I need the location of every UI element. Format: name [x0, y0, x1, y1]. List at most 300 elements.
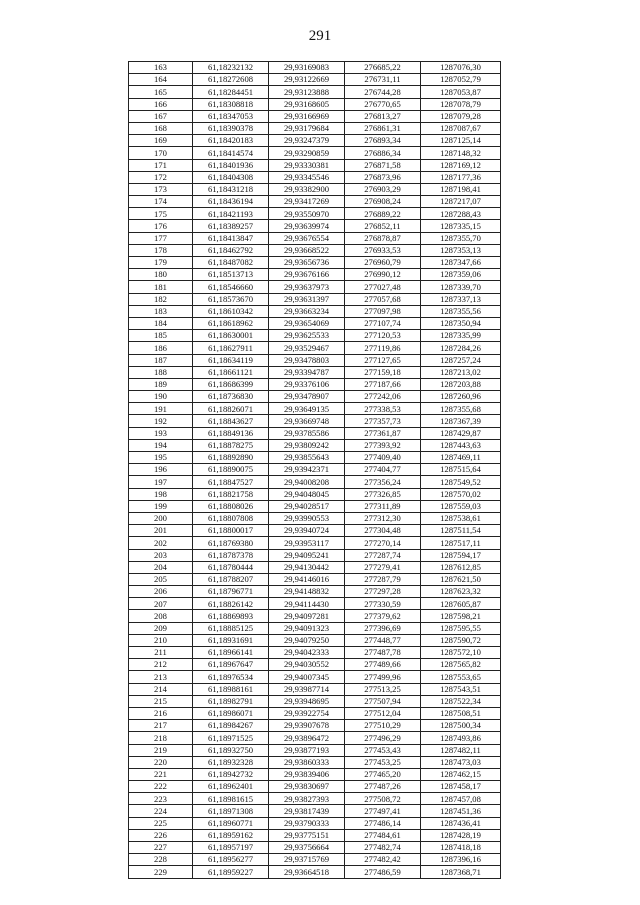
point-number-cell: 209: [129, 622, 193, 634]
latitude-cell: 61,18769380: [193, 537, 269, 549]
y-coordinate-cell: 1287125,14: [421, 135, 501, 147]
x-coordinate-cell: 276878,87: [345, 232, 421, 244]
point-number-cell: 180: [129, 269, 193, 281]
point-number-cell: 188: [129, 366, 193, 378]
latitude-cell: 61,18971525: [193, 732, 269, 744]
longitude-cell: 29,93330381: [269, 159, 345, 171]
x-coordinate-cell: 277304,48: [345, 525, 421, 537]
y-coordinate-cell: 1287079,28: [421, 110, 501, 122]
table-row: [129, 403, 501, 415]
y-coordinate-cell: 1287590,72: [421, 634, 501, 646]
point-number-cell: 196: [129, 464, 193, 476]
x-coordinate-cell: 277404,77: [345, 464, 421, 476]
longitude-cell: 29,93922754: [269, 707, 345, 719]
y-coordinate-cell: 1287621,50: [421, 573, 501, 585]
latitude-cell: 61,18627911: [193, 342, 269, 354]
y-coordinate-cell: 1287418,18: [421, 842, 501, 854]
y-coordinate-cell: 1287559,03: [421, 500, 501, 512]
y-coordinate-cell: 1287355,70: [421, 232, 501, 244]
x-coordinate-cell: 276908,24: [345, 196, 421, 208]
point-number-cell: 179: [129, 257, 193, 269]
point-number-cell: 189: [129, 378, 193, 390]
x-coordinate-cell: 277393,92: [345, 439, 421, 451]
point-number-cell: 191: [129, 403, 193, 415]
longitude-cell: 29,93785586: [269, 427, 345, 439]
y-coordinate-cell: 1287217,07: [421, 196, 501, 208]
longitude-cell: 29,93715769: [269, 854, 345, 866]
latitude-cell: 61,18630001: [193, 330, 269, 342]
point-number-cell: 221: [129, 768, 193, 780]
latitude-cell: 61,18573670: [193, 293, 269, 305]
x-coordinate-cell: 277357,73: [345, 415, 421, 427]
latitude-cell: 61,18843627: [193, 415, 269, 427]
x-coordinate-cell: 277489,66: [345, 659, 421, 671]
latitude-cell: 61,18390378: [193, 122, 269, 134]
latitude-cell: 61,18892890: [193, 452, 269, 464]
point-number-cell: 225: [129, 817, 193, 829]
y-coordinate-cell: 1287572,10: [421, 647, 501, 659]
longitude-cell: 29,93639974: [269, 220, 345, 232]
longitude-cell: 29,93948695: [269, 695, 345, 707]
point-number-cell: 186: [129, 342, 193, 354]
latitude-cell: 61,18982791: [193, 695, 269, 707]
table-row: [129, 281, 501, 293]
point-number-cell: 181: [129, 281, 193, 293]
latitude-cell: 61,18885125: [193, 622, 269, 634]
y-coordinate-cell: 1287595,55: [421, 622, 501, 634]
table-row: [129, 817, 501, 829]
y-coordinate-cell: 1287549,52: [421, 476, 501, 488]
x-coordinate-cell: 277326,85: [345, 488, 421, 500]
latitude-cell: 61,18959227: [193, 866, 269, 878]
longitude-cell: 29,93664518: [269, 866, 345, 878]
x-coordinate-cell: 277396,69: [345, 622, 421, 634]
longitude-cell: 29,94130442: [269, 561, 345, 573]
point-number-cell: 205: [129, 573, 193, 585]
longitude-cell: 29,93990553: [269, 512, 345, 524]
x-coordinate-cell: 277487,78: [345, 647, 421, 659]
table-row: [129, 244, 501, 256]
x-coordinate-cell: 277510,29: [345, 720, 421, 732]
table-row: [129, 781, 501, 793]
table-row: [129, 573, 501, 585]
table-row: [129, 366, 501, 378]
y-coordinate-cell: 1287052,79: [421, 74, 501, 86]
y-coordinate-cell: 1287553,65: [421, 671, 501, 683]
longitude-cell: 29,94148832: [269, 586, 345, 598]
point-number-cell: 190: [129, 391, 193, 403]
coordinates-table: [128, 61, 501, 879]
y-coordinate-cell: 1287359,06: [421, 269, 501, 281]
latitude-cell: 61,18800017: [193, 525, 269, 537]
table-row: [129, 842, 501, 854]
latitude-cell: 61,18971308: [193, 805, 269, 817]
y-coordinate-cell: 1287429,87: [421, 427, 501, 439]
y-coordinate-cell: 1287436,41: [421, 817, 501, 829]
table-row: [129, 720, 501, 732]
latitude-cell: 61,18962401: [193, 781, 269, 793]
point-number-cell: 193: [129, 427, 193, 439]
longitude-cell: 29,94079250: [269, 634, 345, 646]
x-coordinate-cell: 277507,94: [345, 695, 421, 707]
table-row: [129, 671, 501, 683]
point-number-cell: 212: [129, 659, 193, 671]
y-coordinate-cell: 1287288,43: [421, 208, 501, 220]
latitude-cell: 61,18634119: [193, 354, 269, 366]
x-coordinate-cell: 277120,53: [345, 330, 421, 342]
table-row: [129, 525, 501, 537]
x-coordinate-cell: 277242,06: [345, 391, 421, 403]
x-coordinate-cell: 276861,31: [345, 122, 421, 134]
x-coordinate-cell: 277287,79: [345, 573, 421, 585]
x-coordinate-cell: 277127,65: [345, 354, 421, 366]
longitude-cell: 29,93656736: [269, 257, 345, 269]
table-row: [129, 829, 501, 841]
latitude-cell: 61,18788207: [193, 573, 269, 585]
latitude-cell: 61,18404308: [193, 171, 269, 183]
table-row: [129, 707, 501, 719]
table-row: [129, 232, 501, 244]
longitude-cell: 29,94048045: [269, 488, 345, 500]
point-number-cell: 176: [129, 220, 193, 232]
latitude-cell: 61,18401936: [193, 159, 269, 171]
x-coordinate-cell: 277311,89: [345, 500, 421, 512]
latitude-cell: 61,18959162: [193, 829, 269, 841]
longitude-cell: 29,94091323: [269, 622, 345, 634]
table-row: [129, 537, 501, 549]
x-coordinate-cell: 277356,24: [345, 476, 421, 488]
longitude-cell: 29,93953117: [269, 537, 345, 549]
table-row: [129, 598, 501, 610]
y-coordinate-cell: 1287493,86: [421, 732, 501, 744]
x-coordinate-cell: 276770,65: [345, 98, 421, 110]
longitude-cell: 29,93669748: [269, 415, 345, 427]
latitude-cell: 61,18932750: [193, 744, 269, 756]
x-coordinate-cell: 277330,59: [345, 598, 421, 610]
latitude-cell: 61,18847527: [193, 476, 269, 488]
point-number-cell: 175: [129, 208, 193, 220]
table-row: [129, 866, 501, 878]
table-row: [129, 586, 501, 598]
latitude-cell: 61,18232132: [193, 62, 269, 74]
x-coordinate-cell: 276873,96: [345, 171, 421, 183]
point-number-cell: 164: [129, 74, 193, 86]
point-number-cell: 213: [129, 671, 193, 683]
x-coordinate-cell: 277159,18: [345, 366, 421, 378]
latitude-cell: 61,18984267: [193, 720, 269, 732]
y-coordinate-cell: 1287570,02: [421, 488, 501, 500]
y-coordinate-cell: 1287078,79: [421, 98, 501, 110]
table-row: [129, 378, 501, 390]
latitude-cell: 61,18284451: [193, 86, 269, 98]
latitude-cell: 61,18988161: [193, 683, 269, 695]
table-row: [129, 793, 501, 805]
table-row: [129, 622, 501, 634]
table-row: [129, 756, 501, 768]
y-coordinate-cell: 1287469,11: [421, 452, 501, 464]
x-coordinate-cell: 276893,34: [345, 135, 421, 147]
point-number-cell: 229: [129, 866, 193, 878]
longitude-cell: 29,93907678: [269, 720, 345, 732]
y-coordinate-cell: 1287257,24: [421, 354, 501, 366]
table-row: [129, 634, 501, 646]
x-coordinate-cell: 277465,20: [345, 768, 421, 780]
x-coordinate-cell: 277287,74: [345, 549, 421, 561]
longitude-cell: 29,93625533: [269, 330, 345, 342]
x-coordinate-cell: 277270,14: [345, 537, 421, 549]
longitude-cell: 29,93654069: [269, 317, 345, 329]
point-number-cell: 202: [129, 537, 193, 549]
x-coordinate-cell: 277482,74: [345, 842, 421, 854]
longitude-cell: 29,93940724: [269, 525, 345, 537]
point-number-cell: 197: [129, 476, 193, 488]
point-number-cell: 222: [129, 781, 193, 793]
x-coordinate-cell: 277482,42: [345, 854, 421, 866]
x-coordinate-cell: 277448,77: [345, 634, 421, 646]
x-coordinate-cell: 277057,68: [345, 293, 421, 305]
y-coordinate-cell: 1287396,16: [421, 854, 501, 866]
point-number-cell: 198: [129, 488, 193, 500]
longitude-cell: 29,94028517: [269, 500, 345, 512]
y-coordinate-cell: 1287543,51: [421, 683, 501, 695]
latitude-cell: 61,18421193: [193, 208, 269, 220]
y-coordinate-cell: 1287337,13: [421, 293, 501, 305]
point-number-cell: 174: [129, 196, 193, 208]
longitude-cell: 29,93478803: [269, 354, 345, 366]
table-row: [129, 464, 501, 476]
latitude-cell: 61,18878275: [193, 439, 269, 451]
longitude-cell: 29,93345546: [269, 171, 345, 183]
table-row: [129, 62, 501, 74]
y-coordinate-cell: 1287335,15: [421, 220, 501, 232]
point-number-cell: 167: [129, 110, 193, 122]
longitude-cell: 29,94146016: [269, 573, 345, 585]
x-coordinate-cell: 277379,62: [345, 610, 421, 622]
point-number-cell: 227: [129, 842, 193, 854]
x-coordinate-cell: 276744,28: [345, 86, 421, 98]
y-coordinate-cell: 1287623,32: [421, 586, 501, 598]
x-coordinate-cell: 277499,96: [345, 671, 421, 683]
table-row: [129, 86, 501, 98]
longitude-cell: 29,93649135: [269, 403, 345, 415]
table-row: [129, 659, 501, 671]
latitude-cell: 61,18890075: [193, 464, 269, 476]
longitude-cell: 29,93809242: [269, 439, 345, 451]
table-row: [129, 171, 501, 183]
point-number-cell: 228: [129, 854, 193, 866]
point-number-cell: 201: [129, 525, 193, 537]
latitude-cell: 61,18610342: [193, 305, 269, 317]
longitude-cell: 29,93417269: [269, 196, 345, 208]
latitude-cell: 61,18487082: [193, 257, 269, 269]
latitude-cell: 61,18931691: [193, 634, 269, 646]
table-row: [129, 196, 501, 208]
point-number-cell: 182: [129, 293, 193, 305]
x-coordinate-cell: 277027,48: [345, 281, 421, 293]
table-row: [129, 110, 501, 122]
x-coordinate-cell: 277279,41: [345, 561, 421, 573]
x-coordinate-cell: 277097,98: [345, 305, 421, 317]
latitude-cell: 61,18431218: [193, 183, 269, 195]
point-number-cell: 220: [129, 756, 193, 768]
latitude-cell: 61,18389257: [193, 220, 269, 232]
latitude-cell: 61,18932328: [193, 756, 269, 768]
point-number-cell: 168: [129, 122, 193, 134]
latitude-cell: 61,18420183: [193, 135, 269, 147]
table-row: [129, 257, 501, 269]
table-row: [129, 488, 501, 500]
y-coordinate-cell: 1287462,15: [421, 768, 501, 780]
y-coordinate-cell: 1287355,56: [421, 305, 501, 317]
x-coordinate-cell: 277487,26: [345, 781, 421, 793]
longitude-cell: 29,93394787: [269, 366, 345, 378]
table-row: [129, 439, 501, 451]
longitude-cell: 29,93942371: [269, 464, 345, 476]
point-number-cell: 210: [129, 634, 193, 646]
point-number-cell: 171: [129, 159, 193, 171]
latitude-cell: 61,18849136: [193, 427, 269, 439]
longitude-cell: 29,94095241: [269, 549, 345, 561]
y-coordinate-cell: 1287612,85: [421, 561, 501, 573]
latitude-cell: 61,18869893: [193, 610, 269, 622]
x-coordinate-cell: 277486,14: [345, 817, 421, 829]
point-number-cell: 211: [129, 647, 193, 659]
longitude-cell: 29,93860333: [269, 756, 345, 768]
point-number-cell: 206: [129, 586, 193, 598]
x-coordinate-cell: 276889,22: [345, 208, 421, 220]
x-coordinate-cell: 277107,74: [345, 317, 421, 329]
table-row: [129, 122, 501, 134]
longitude-cell: 29,93987714: [269, 683, 345, 695]
longitude-cell: 29,93790333: [269, 817, 345, 829]
y-coordinate-cell: 1287538,61: [421, 512, 501, 524]
table-row: [129, 683, 501, 695]
x-coordinate-cell: 277119,86: [345, 342, 421, 354]
point-number-cell: 208: [129, 610, 193, 622]
point-number-cell: 165: [129, 86, 193, 98]
latitude-cell: 61,18960771: [193, 817, 269, 829]
y-coordinate-cell: 1287428,19: [421, 829, 501, 841]
y-coordinate-cell: 1287203,88: [421, 378, 501, 390]
point-number-cell: 199: [129, 500, 193, 512]
y-coordinate-cell: 1287605,87: [421, 598, 501, 610]
table-row: [129, 147, 501, 159]
x-coordinate-cell: 277484,61: [345, 829, 421, 841]
x-coordinate-cell: 277486,59: [345, 866, 421, 878]
longitude-cell: 29,93290859: [269, 147, 345, 159]
longitude-cell: 29,93550970: [269, 208, 345, 220]
y-coordinate-cell: 1287260,96: [421, 391, 501, 403]
point-number-cell: 219: [129, 744, 193, 756]
coordinates-table-body: [129, 62, 501, 879]
table-row: [129, 391, 501, 403]
latitude-cell: 61,18967647: [193, 659, 269, 671]
x-coordinate-cell: 276990,12: [345, 269, 421, 281]
y-coordinate-cell: 1287517,11: [421, 537, 501, 549]
y-coordinate-cell: 1287353,13: [421, 244, 501, 256]
latitude-cell: 61,18546660: [193, 281, 269, 293]
x-coordinate-cell: 276852,11: [345, 220, 421, 232]
table-row: [129, 208, 501, 220]
table-row: [129, 159, 501, 171]
table-row: [129, 805, 501, 817]
latitude-cell: 61,18808026: [193, 500, 269, 512]
y-coordinate-cell: 1287443,63: [421, 439, 501, 451]
latitude-cell: 61,18986071: [193, 707, 269, 719]
point-number-cell: 194: [129, 439, 193, 451]
point-number-cell: 195: [129, 452, 193, 464]
point-number-cell: 173: [129, 183, 193, 195]
y-coordinate-cell: 1287284,26: [421, 342, 501, 354]
longitude-cell: 29,94114430: [269, 598, 345, 610]
longitude-cell: 29,93122669: [269, 74, 345, 86]
latitude-cell: 61,18821758: [193, 488, 269, 500]
y-coordinate-cell: 1287148,32: [421, 147, 501, 159]
point-number-cell: 217: [129, 720, 193, 732]
y-coordinate-cell: 1287350,94: [421, 317, 501, 329]
point-number-cell: 200: [129, 512, 193, 524]
longitude-cell: 29,93382900: [269, 183, 345, 195]
longitude-cell: 29,94030552: [269, 659, 345, 671]
y-coordinate-cell: 1287368,71: [421, 866, 501, 878]
x-coordinate-cell: 276685,22: [345, 62, 421, 74]
latitude-cell: 61,18661121: [193, 366, 269, 378]
y-coordinate-cell: 1287522,34: [421, 695, 501, 707]
longitude-cell: 29,93676554: [269, 232, 345, 244]
longitude-cell: 29,93855643: [269, 452, 345, 464]
table-row: [129, 317, 501, 329]
x-coordinate-cell: 276871,58: [345, 159, 421, 171]
point-number-cell: 166: [129, 98, 193, 110]
y-coordinate-cell: 1287053,87: [421, 86, 501, 98]
point-number-cell: 163: [129, 62, 193, 74]
y-coordinate-cell: 1287169,12: [421, 159, 501, 171]
table-row: [129, 427, 501, 439]
table-row: [129, 98, 501, 110]
latitude-cell: 61,18462792: [193, 244, 269, 256]
latitude-cell: 61,18966141: [193, 647, 269, 659]
table-row: [129, 330, 501, 342]
longitude-cell: 29,93637973: [269, 281, 345, 293]
table-row: [129, 854, 501, 866]
longitude-cell: 29,93827393: [269, 793, 345, 805]
y-coordinate-cell: 1287511,54: [421, 525, 501, 537]
latitude-cell: 61,18414574: [193, 147, 269, 159]
latitude-cell: 61,18686399: [193, 378, 269, 390]
y-coordinate-cell: 1287457,08: [421, 793, 501, 805]
longitude-cell: 29,93839406: [269, 768, 345, 780]
y-coordinate-cell: 1287339,70: [421, 281, 501, 293]
y-coordinate-cell: 1287347,66: [421, 257, 501, 269]
page-number: 291: [308, 28, 332, 44]
table-row: [129, 74, 501, 86]
x-coordinate-cell: 277409,40: [345, 452, 421, 464]
x-coordinate-cell: 277453,43: [345, 744, 421, 756]
table-row: [129, 561, 501, 573]
latitude-cell: 61,18413847: [193, 232, 269, 244]
point-number-cell: 216: [129, 707, 193, 719]
y-coordinate-cell: 1287087,67: [421, 122, 501, 134]
longitude-cell: 29,94007345: [269, 671, 345, 683]
latitude-cell: 61,18513713: [193, 269, 269, 281]
longitude-cell: 29,93478907: [269, 391, 345, 403]
x-coordinate-cell: 276960,79: [345, 257, 421, 269]
latitude-cell: 61,18736830: [193, 391, 269, 403]
latitude-cell: 61,18780444: [193, 561, 269, 573]
x-coordinate-cell: 277496,29: [345, 732, 421, 744]
x-coordinate-cell: 277361,87: [345, 427, 421, 439]
latitude-cell: 61,18308818: [193, 98, 269, 110]
